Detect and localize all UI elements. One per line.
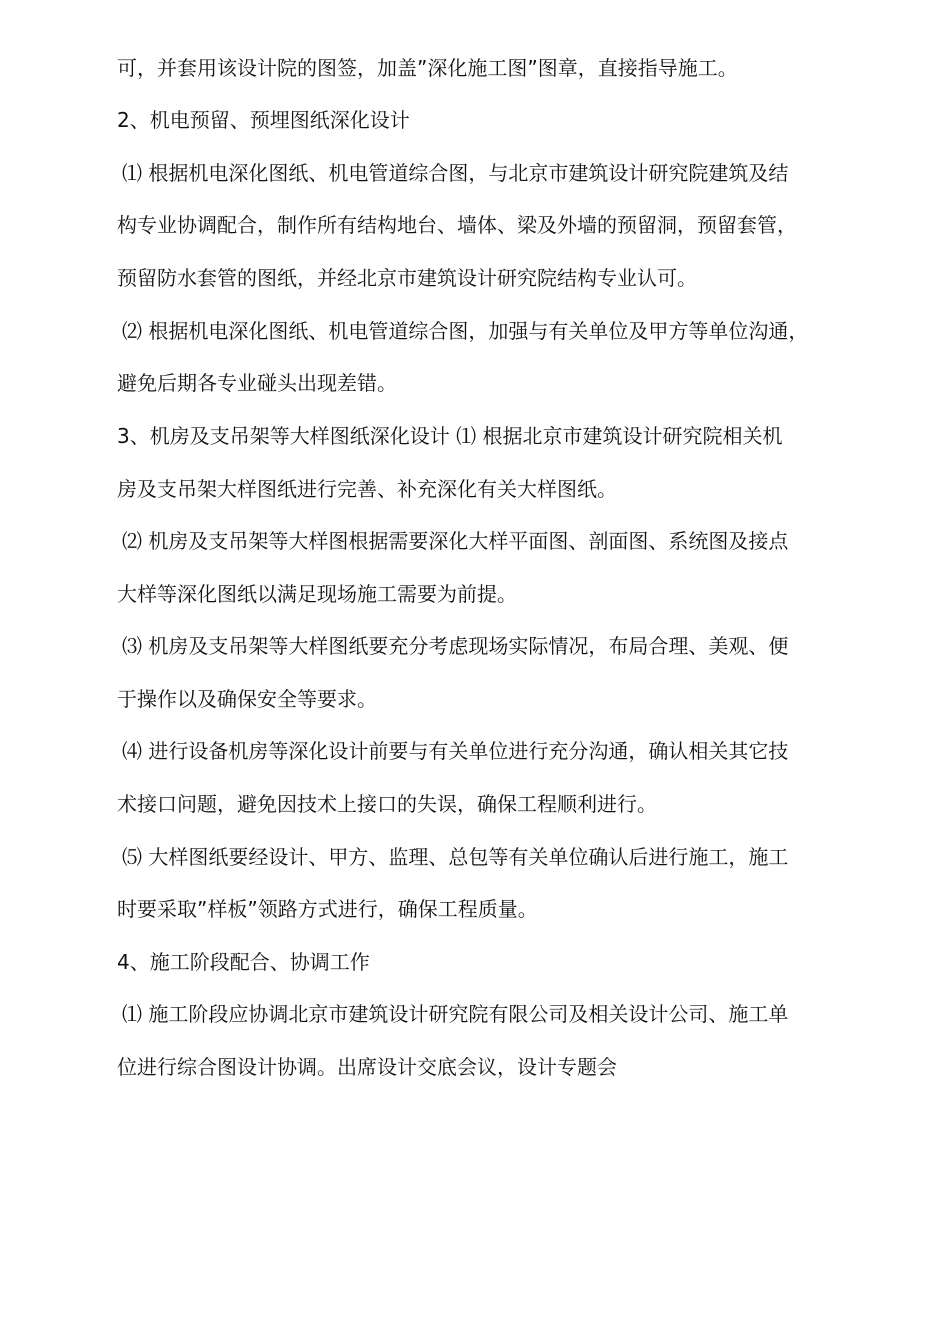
section-heading-3: 3、机房及支吊架等大样图纸深化设计 ⑴ 根据北京市建筑设计研究院相关机 (117, 424, 783, 448)
section-heading-4: 4、施工阶段配合、协调工作 (117, 950, 370, 974)
text-line-12: ⑶ 机房及支吊架等大样图纸要充分考虑现场实际情况，布局合理、美观、便 (122, 634, 789, 658)
text-line-5: 预留防水套管的图纸，并经北京市建筑设计研究院结构专业认可。 (117, 266, 697, 290)
section-heading-2: 2、机电预留、预埋图纸深化设计 (117, 108, 410, 132)
text-line-14: ⑷ 进行设备机房等深化设计前要与有关单位进行充分沟通，确认相关其它技 (122, 739, 789, 763)
text-line-16: ⑸ 大样图纸要经设计、甲方、监理、总包等有关单位确认后进行施工，施工 (122, 845, 789, 869)
text-line-3: ⑴ 根据机电深化图纸、机电管道综合图，与北京市建筑设计研究院建筑及结 (122, 161, 789, 185)
text-line-9: 房及支吊架大样图纸进行完善、补充深化有关大样图纸。 (117, 477, 617, 501)
text-line-20: 位进行综合图设计协调。出席设计交底会议，设计专题会 (117, 1055, 617, 1079)
text-line-1: 可，并套用该设计院的图签，加盖”深化施工图”图章，直接指导施工。 (117, 56, 738, 80)
text-line-15: 术接口问题，避免因技术上接口的失误，确保工程顺利进行。 (117, 792, 657, 816)
text-line-7: 避免后期各专业碰头出现差错。 (117, 371, 397, 395)
text-line-10: ⑵ 机房及支吊架等大样图根据需要深化大样平面图、剖面图、系统图及接点 (122, 529, 789, 553)
text-line-19: ⑴ 施工阶段应协调北京市建筑设计研究院有限公司及相关设计公司、施工单 (122, 1002, 789, 1026)
text-line-11: 大样等深化图纸以满足现场施工需要为前提。 (117, 582, 517, 606)
text-line-17: 时要采取”样板”领路方式进行，确保工程质量。 (117, 897, 538, 921)
text-line-4: 构专业协调配合，制作所有结构地台、墙体、梁及外墙的预留洞，预留套管， (117, 213, 797, 237)
text-line-13: 于操作以及确保安全等要求。 (117, 687, 377, 711)
text-line-6: ⑵ 根据机电深化图纸、机电管道综合图，加强与有关单位及甲方等单位沟通， (122, 319, 809, 343)
